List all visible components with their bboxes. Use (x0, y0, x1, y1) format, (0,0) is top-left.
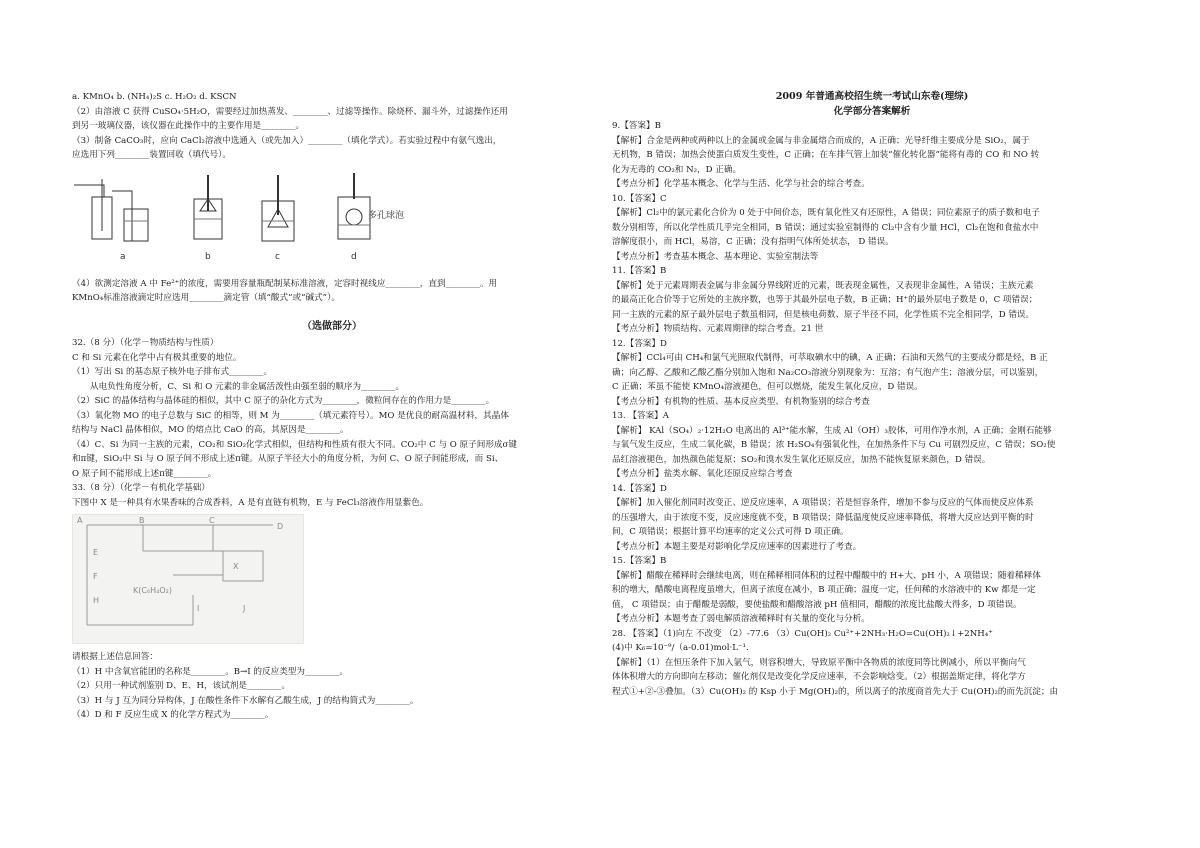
answer-line: 【考点分析】盐类水解、氧化还原反应综合考查 (612, 469, 793, 479)
scheme-node-d: D (277, 522, 284, 531)
scheme-node-j: J (243, 604, 246, 613)
answer-line: 【考点分析】本题考查了弱电解质溶液稀释时有关量的变化与分析。 (612, 614, 870, 624)
scheme-node-a: A (77, 516, 83, 525)
answer-line: 无机物，B 错误；加热会使蛋白质发生变性，C 正确；在车排气管上加装“催化转化器”能将有毒的 CO 和 NO 转 (612, 150, 1040, 160)
answer-line: 【解析】Cl₂中的氯元素化合价为 0 处于中间价态，既有氧化性又有还原性，A 错误；同位素原子的质子数和电子 (612, 208, 1040, 218)
answer-line: 9.【答案】B (612, 121, 661, 131)
q33-part3: （3）H 与 J 互为同分异构体，J 在酸性条件下水解有乙酸生成，J 的结构简式为________。 (72, 695, 419, 706)
q32-part1: （1）写出 Si 的基态原子核外电子排布式________。 (72, 367, 273, 377)
scheme-node-f: F (93, 572, 98, 581)
scheme-node-i: I (197, 604, 200, 613)
answer-line: 体体积增大的方向即向左移动；催化剂仅是改变化学反应速率，不会影响焓变。（2）根据盖斯定律，将化学方 (612, 672, 1026, 682)
answer-line: 间，C 项错误；根据计算平均速率的定义公式可得 D 项正确。 (612, 527, 849, 537)
porous-bulb-label: 多孔球泡 (368, 210, 405, 221)
answer-line: C 正确；苯虽不能使 KMnO₄溶液褪色，但可以燃烧，能发生氧化反应，D 错误。 (612, 382, 923, 392)
right-column (612, 90, 1132, 699)
answer-line: 【考点分析】有机物的性质、基本反应类型、有机物鉴别的综合考查 (612, 396, 870, 407)
answer-line: 【解析】CCl₄可由 CH₄和氯气光照取代制得，可萃取碘水中的碘，A 正确；石油和天然气的主要成分都是烃，B 正 (612, 353, 1048, 363)
answer-line: 化为无毒的 CO₂和 N₂，D 正确。 (612, 164, 742, 175)
reaction-scheme-figure (72, 514, 304, 644)
answer-line: 【解析】醋酸在稀释时会继续电离，则在稀释相同体积的过程中醋酸中的 H+大、pH 小，A 项错误；随着稀释体 (612, 570, 1041, 581)
question-2-line1: （2）由溶液 C 获得 CuSO₄·5H₂O，需要经过加热蒸发、________、过滤等操作。除烧杯、漏斗外，过滤操作还用 (72, 106, 508, 117)
q33-part2: （2）只用一种试剂鉴别 D、E、H，该试剂是________。 (72, 681, 290, 691)
answer-line: 15.【答案】B (612, 556, 667, 566)
answer-line: 【考点分析】考查基本概念、基本理论、实验室制法等 (612, 251, 819, 262)
answer-line: 程式①+②-③叠加。（3）Cu(OH)₂ 的 Ksp 小于 Mg(OH)₂的，所以离子的浓度商首先大于 Cu(OH)₂的而先沉淀；由 (612, 686, 1059, 697)
q32-part2: （2）SiC 的晶体结构与晶体硅的相似，其中 C 原子的杂化方式为________，微粒间存在的作用力是________。 (72, 396, 495, 406)
answer-line: 确；向乙醇、乙酸和乙酸乙酯分别加入饱和 Na₂CO₃溶液分别现象为：互溶；有气泡产生；溶液分层，可以鉴别， (612, 367, 1044, 378)
section-title: （选做部分） (302, 320, 362, 332)
answer-line: 品红溶液褪色，加热颜色能复原；SO₂和溴水发生氧化还原反应，加热不能恢复原来颜色，D 错误。 (612, 454, 991, 465)
q32-part3a: （3）氧化物 MO 的电子总数与 SiC 的相等，则 M 为________（填元素符号）。MO 是优良的耐高温材料，其晶体 (72, 410, 509, 421)
option-line: a. KMnO₄ b. (NH₄)₂S c. H₂O₂ d. KSCN (72, 92, 237, 102)
q33-part4: （4）D 和 F 反应生成 X 的化学方程式为________。 (72, 710, 274, 720)
q33-intro: 下图中 X 是一种具有水果香味的合成香料，A 是有直链有机物，E 与 FeCl₃溶液作用显紫色。 (72, 497, 429, 508)
question-2-line2: 到另一玻璃仪器，该仪器在此操作中的主要作用是________。 (72, 121, 305, 131)
q33-part1: （1）H 中含氧官能团的名称是________。B→I 的反应类型为________。 (72, 666, 348, 677)
answer-line: 28. 【答案】（1)向左 不改变 （2）-77.6 （3）Cu(OH)₂ Cu²⁺+2NH₃·H₂O=Cu(OH)₂↓+2NH₄⁺ (612, 628, 993, 639)
question-3-line1: （3）制备 CaCO₃时，应向 CaCl₂溶液中选通入（或先加入）________（填化学式）。若实验过程中有氨气逸出， (72, 135, 502, 146)
answer-subtitle: 化学部分答案解析 (833, 105, 911, 117)
q32-part4c: O 原子间不能形成上述π键________。 (72, 468, 217, 479)
answer-line: (4)中 K₆=10⁻⁹/（a-0.01)mol·L⁻¹. (612, 643, 749, 653)
answer-line: 【解析】合金是两种或两种以上的金属或金属与非金属熔合而成的，A 正确；光导纤维主要成分是 SiO₂，属于 (612, 135, 1030, 146)
answer-line: 同一主族的元素的原子最外层电子数虽相同，但是核电荷数、原子半径不同，化学性质不完全相同学，D 错误。 (612, 309, 1035, 320)
q32-part4a: （4）C、Si 为同一主族的元素，CO₂和 SiO₂化学式相似，但结构和性质有很大不同。CO₂中 C 与 O 原子间形成σ键 (72, 439, 517, 450)
scheme-node-e: E (93, 548, 99, 557)
answer-line: 【解析】 KAl（SO₄）₂·12H₂O 电离出的 Al³⁺能水解，生成 Al（OH）₃胶体，可用作净水剂，A 正确；金刚石能够 (612, 425, 1052, 436)
answer-line: 的最高正化合价等于它所处的主族序数，也等于其最外层电子数，B 正确；H⁺的最外层电子数是 0，C 项错误； (612, 295, 1038, 305)
question-3-line2: 应选用下列________装置回收（填代号）。 (72, 150, 231, 160)
answer-line: 值， C 项错误；由于醋酸是弱酸，要使盐酸和醋酸溶液 pH 值相同，醋酸的浓度比盐酸大得多，D 项错误。 (612, 599, 1022, 610)
question-4-line2: KMnO₄标准溶液滴定时应选用________滴定管（填“酸式”或“碱式”）。 (72, 293, 340, 303)
answer-line: 与氧气发生反应，生成二氧化碳，B 错误；浓 H₂SO₄有强氧化性，在加热条件下与 Cu 可剧烈反应，C 错误；SO₂使 (612, 440, 1056, 450)
answer-line: 溶解度很小，而 HCl，易溶，C 正确；没有指明气体所处状态， D 错误。 (612, 237, 894, 247)
q32-title: 32.（8 分）（化学－物质结构与性质） (72, 338, 219, 348)
answer-line: 【解析】处于元素周期表金属与非金属分界线附近的元素，既表现金属性，又表现非金属性，A 错误；主族元素 (612, 280, 1034, 291)
figure-label-b: b (205, 251, 211, 262)
answer-line: 14.【答案】D (612, 483, 667, 494)
q33-prompt: 请根据上述信息回答： (72, 652, 158, 662)
scheme-node-k: K(C₆H₄O₂) (133, 586, 173, 595)
left-column (72, 90, 592, 723)
scheme-node-h: H (93, 596, 100, 605)
scheme-node-b: B (139, 516, 145, 525)
q32-intro: C 和 Si 元素在化学中占有极其重要的地位。 (72, 352, 242, 363)
question-4-line1: （4）欲测定溶液 A 中 Fe²⁺的浓度，需要用容量瓶配制某标准溶液，定容时视线应________，直到________。用 (72, 278, 498, 289)
q33-title: 33.（8 分）（化学－有机化学基础） (72, 483, 210, 493)
answer-line: 【考点分析】物质结构、元素周期律的综合考查。21 世 (612, 324, 824, 334)
q32-part1b: 从电负性角度分析，C、Si 和 O 元素的非金属活泼性由强至弱的顺序为________。 (90, 381, 405, 392)
apparatus-figure (72, 169, 592, 267)
answer-line: 【考点分析】本题主要是对影响化学反应速率的因素进行了考查。 (612, 541, 862, 552)
answer-line: 积的增大，醋酸电离程度虽增大，但离子浓度在减小，B 项正确；温度一定，任何稀的水溶液中的 Kw 都是一定 (612, 585, 1036, 595)
q32-part4b: 和π键，SiO₂中 Si 与 O 原子间不形成上述π键。从原子半径大小的角度分析，为何 C、O 原子间能形成，而 Si、 (72, 454, 504, 464)
figure-label-c: c (275, 251, 280, 262)
answer-line: 13. 【答案】A (612, 411, 669, 421)
answer-line: 【解析】加入催化剂同时改变正、逆反应速率，A 项错误；若是恒容条件，增加不参与反应的气体而使反应体系 (612, 498, 1034, 508)
scheme-node-c: C (209, 516, 215, 525)
answer-title: 2009 年普通高校招生统一考试山东卷(理综) (775, 91, 969, 102)
answer-line: 数分别相等，所以化学性质几乎完全相同，B 错误；通过实验室制得的 Cl₂中含有少量 HCl，Cl₂在饱和食盐水中 (612, 222, 1039, 233)
reaction-scheme-drawing (73, 515, 303, 643)
answer-line: 【解析】（1）在恒压条件下加入氩气，则容积增大，导致原平衡中各物质的浓度同等比例减小，所以平衡向气 (612, 657, 1026, 668)
answer-line: 11.【答案】B (612, 266, 667, 276)
answer-line: 的压强增大，由于浓度不变，反应速度就不变，B 项错误；降低温度使反应速率降低，将增大反应达到平衡的时 (612, 512, 1034, 523)
scheme-node-x: X (233, 562, 239, 571)
figure-label-a: a (120, 251, 126, 262)
answer-line: 12.【答案】D (612, 338, 667, 349)
answer-line: 【考点分析】化学基本概念、化学与生活、化学与社会的综合考查。 (612, 179, 870, 189)
figure-label-d: d (351, 251, 357, 262)
answer-line: 10.【答案】C (612, 193, 667, 204)
q32-part3b: 结构与 NaCl 晶体相似，MO 的熔点比 CaO 的高，其原因是________。 (72, 425, 349, 435)
apparatus-drawing (72, 169, 372, 267)
